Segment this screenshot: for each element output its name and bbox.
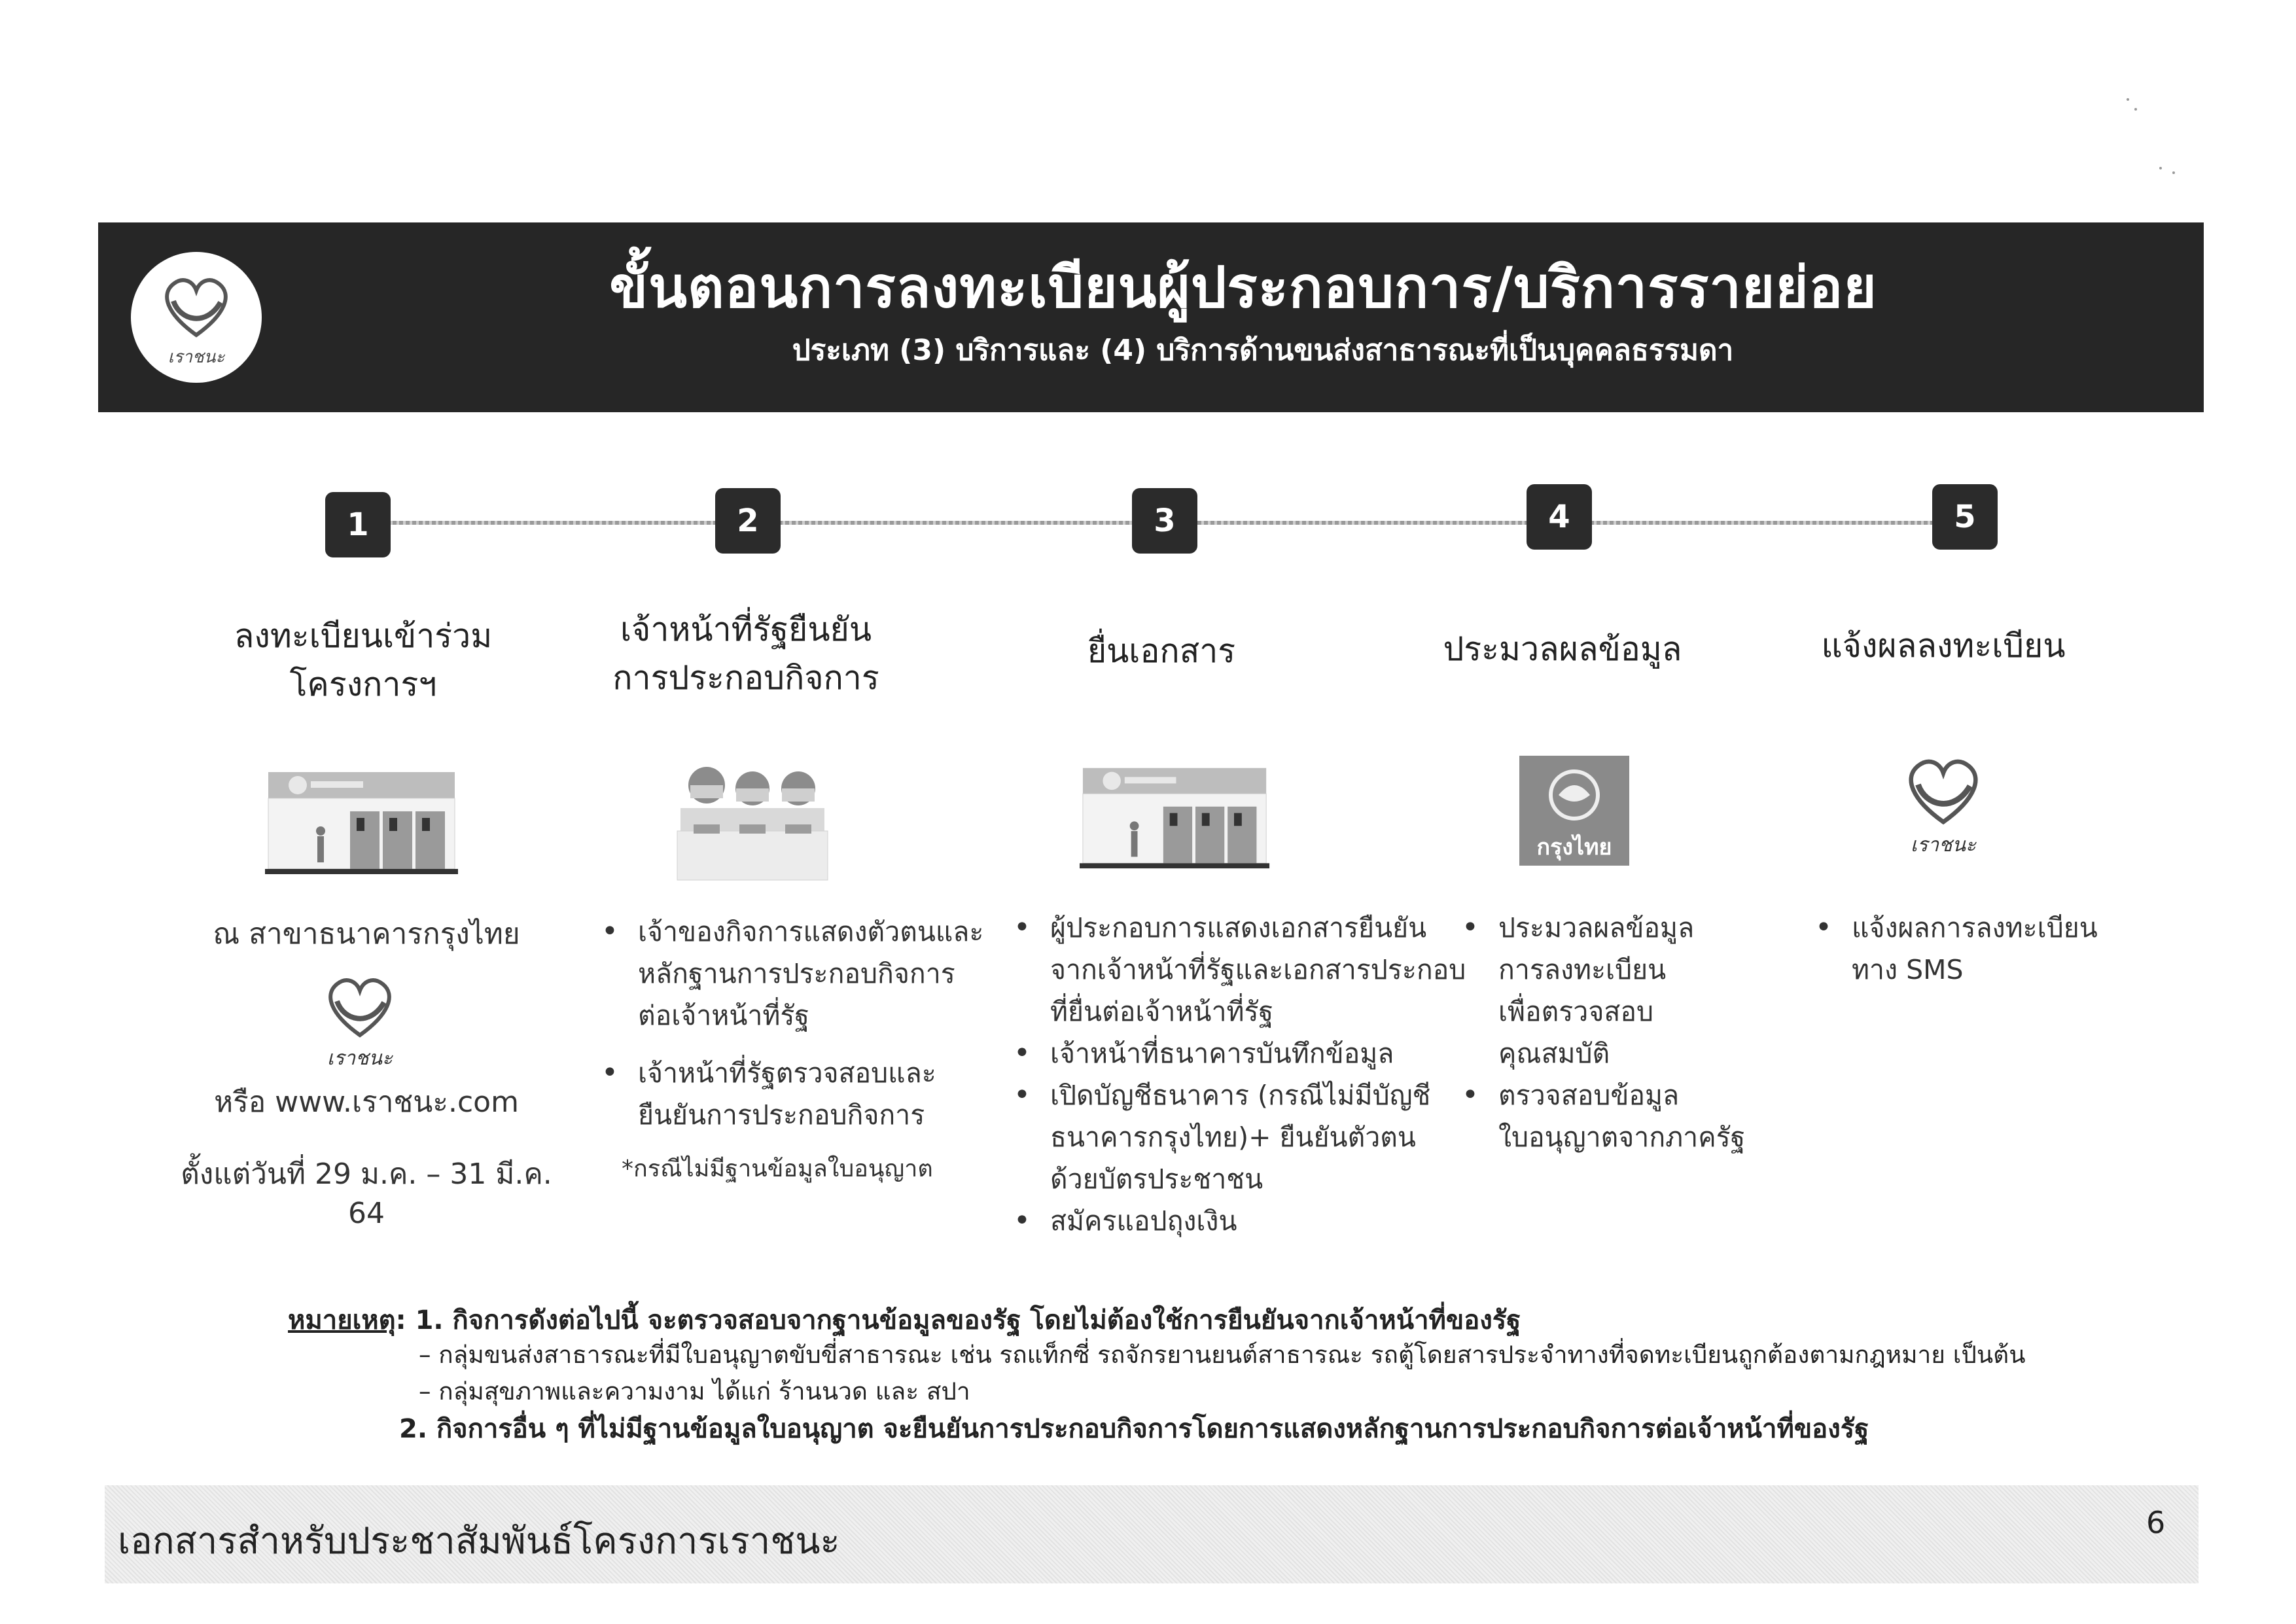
page-number: 6 — [2146, 1505, 2166, 1540]
bullet-line: คุณสมบัติ — [1498, 1038, 1610, 1069]
bullet-line: ด้วยบัตรประชาชน — [1050, 1163, 1263, 1195]
website-link[interactable]: หรือ www.เราชนะ.com — [214, 1086, 519, 1119]
bullet-line: การลงทะเบียน — [1498, 954, 1667, 985]
bullet-line: • เจ้าของกิจการแสดงตัวตนและ — [638, 916, 984, 947]
step-number-1: 1 — [325, 492, 391, 557]
bullet-line: ที่ยื่นต่อเจ้าหน้าที่รัฐ — [1050, 996, 1274, 1027]
bank-branch-icon — [1080, 759, 1273, 874]
branch-location: ณ สาขาธนาคารกรุงไทย — [213, 917, 520, 951]
list-item — [599, 1052, 1004, 1136]
footer-text: เอกสารสำหรับประชาสัมพันธ์โครงการเราชนะ — [118, 1520, 840, 1562]
list-item — [599, 911, 1004, 1036]
bullet-line: • เปิดบัญชีธนาคาร (กรณีไม่มีบัญชี — [1050, 1080, 1431, 1111]
step-number-5: 5 — [1932, 484, 1998, 550]
logo-text: เราชนะ — [168, 347, 225, 367]
step-title-line: เจ้าหน้าที่รัฐยืนยัน — [620, 610, 872, 648]
bullet-line: ยืนยันการประกอบกิจการ — [638, 1099, 925, 1131]
bullet-line: ธนาคารกรุงไทย)+ ยืนยันตัวตน — [1050, 1121, 1416, 1153]
bank-logo-text: กรุงไทย — [1536, 834, 1612, 860]
bullet-line: ต่อเจ้าหน้าที่รัฐ — [638, 1000, 810, 1031]
rao-chana-logo — [131, 252, 262, 383]
krungthai-bank-logo — [1519, 756, 1629, 866]
list-item — [1011, 907, 1482, 1033]
scan-speck — [2127, 98, 2129, 101]
note-label: หมายเหตุ — [288, 1305, 396, 1335]
step-title-4 — [1379, 625, 1746, 673]
step-number-2: 2 — [715, 488, 781, 554]
step-title-3 — [978, 627, 1345, 675]
step-title-line: การประกอบกิจการ — [612, 659, 879, 697]
bullet-line: • เจ้าหน้าที่ธนาคารบันทึกข้อมูล — [1050, 1038, 1394, 1069]
scan-speck — [2172, 171, 2175, 174]
step-title-line: ยื่นเอกสาร — [1087, 632, 1236, 670]
heart-icon — [160, 275, 232, 340]
list-item — [1011, 1200, 1482, 1242]
bank-branch-icon — [265, 766, 461, 877]
bullet-line: ใบอนุญาตจากภาครัฐ — [1498, 1121, 1746, 1153]
step-number-3: 3 — [1132, 488, 1197, 554]
bullet-line: หลักฐานการประกอบกิจการ — [638, 958, 955, 989]
step-5-bullets — [1812, 907, 2179, 991]
registration-period: ตั้งแต่วันที่ 29 ม.ค. – 31 มี.ค. 64 — [181, 1157, 552, 1230]
note-text: : 1. กิจการดังต่อไปนี้ จะตรวจสอบจากฐานข้อมูลของรัฐ โดยไม่ต้องใช้การยืนยันจากเจ้าหน้าที่ของรัฐ — [395, 1305, 1521, 1335]
bullet-line: ทาง SMS — [1852, 954, 1964, 985]
bullet-line: จากเจ้าหน้าที่รัฐและเอกสารประกอบ — [1050, 954, 1466, 985]
step-2-bullets — [599, 911, 1004, 1136]
bullet-line: เพื่อตรวจสอบ — [1498, 996, 1654, 1027]
note-sub-2: – กลุ่มสุขภาพและความงาม ได้แก่ ร้านนวด และ สปา — [419, 1377, 970, 1405]
step-3-bullets — [1011, 907, 1482, 1242]
page-title: ขั้นตอนการลงทะเบียนผู้ประกอบการ/บริการรายย่อย — [609, 255, 1877, 321]
step-title-5 — [1760, 622, 2127, 670]
bullet-line: • ผู้ประกอบการแสดงเอกสารยืนยัน — [1050, 912, 1427, 944]
heart-icon — [1901, 756, 1986, 828]
step-title-line: ลงทะเบียนเข้าร่วม — [234, 617, 493, 655]
list-item — [1011, 1074, 1482, 1200]
list-item — [1459, 907, 1826, 1074]
officers-icon — [674, 759, 831, 883]
heart-icon — [321, 975, 399, 1040]
bullet-line: • แจ้งผลการลงทะเบียน — [1852, 912, 2098, 944]
scan-speck — [2159, 167, 2162, 169]
step-title-1 — [180, 612, 546, 709]
note-item-2: 2. กิจการอื่น ๆ ที่ไม่มีฐานข้อมูลใบอนุญาต จะยืนยันการประกอบกิจการโดยการแสดงหลักฐานการประกอบกิจการต่อเจ้าหน้าที่ของรัฐ — [399, 1414, 1869, 1444]
bullet-line: • สมัครแอปถุงเงิน — [1050, 1205, 1237, 1237]
step-title-line: โครงการฯ — [289, 665, 437, 703]
logo-text: เราชนะ — [1910, 834, 1977, 856]
step-title-line: แจ้งผลลงทะเบียน — [1821, 627, 2066, 665]
bullet-line: • เจ้าหน้าที่รัฐตรวจสอบและ — [638, 1057, 936, 1089]
note-item-1 — [288, 1299, 1521, 1341]
scan-speck — [2134, 108, 2137, 111]
list-item — [1011, 1033, 1482, 1074]
list-item — [1812, 907, 2179, 991]
bird-emblem-icon — [1519, 756, 1629, 834]
step-title-line: ประมวลผลข้อมูล — [1443, 630, 1682, 668]
page-subtitle: ประเภท (3) บริการและ (4) บริการด้านขนส่งสาธารณะที่เป็นบุคคลธรรมดา — [792, 334, 1734, 367]
logo-text: เราชนะ — [327, 1047, 393, 1070]
bullet-line: • ประมวลผลข้อมูล — [1498, 912, 1695, 944]
note-sub-1: – กลุ่มขนส่งสาธารณะที่มีใบอนุญาตขับขี่สาธารณะ เช่น รถแท็กซี่ รถจักรยานยนต์สาธารณะ รถตู้โดยสารประจำทางที่จดทะเบียนถูกต้องตามกฎหมาย เป็นต้น — [419, 1341, 2026, 1369]
step-title-2 — [563, 605, 929, 702]
step-number-4: 4 — [1527, 484, 1592, 550]
bullet-line: • ตรวจสอบข้อมูล — [1498, 1080, 1680, 1111]
list-item — [1459, 1074, 1826, 1158]
license-footnote: *กรณีไม่มีฐานข้อมูลใบอนุญาต — [622, 1156, 933, 1182]
step-4-bullets — [1459, 907, 1826, 1158]
